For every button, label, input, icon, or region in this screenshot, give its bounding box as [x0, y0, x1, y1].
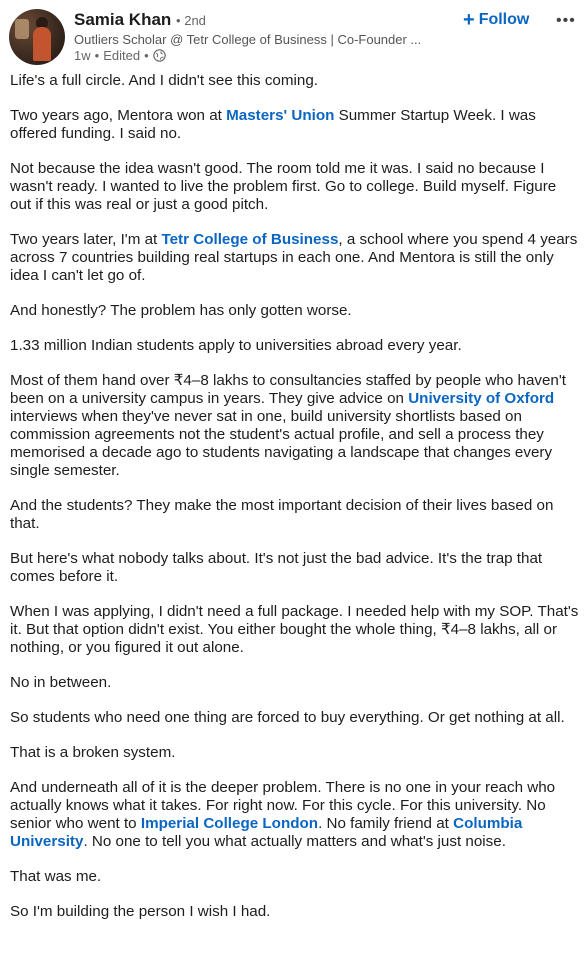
text-span: . No one to tell you what actually matters and what's just noise.	[83, 833, 506, 850]
post-header	[0, 0, 588, 70]
avatar-light-decor	[15, 19, 29, 39]
post-paragraph: But here's what nobody talks about. It's not just the bad advice. It's the trap that comes before it.	[10, 550, 543, 585]
follow-button[interactable]	[463, 10, 529, 30]
post-body	[10, 72, 580, 938]
more-options-button[interactable]: •••	[556, 12, 576, 29]
plus-icon: +	[463, 9, 475, 31]
text-span: Most of them hand over ₹4–8 lakhs to consultancies staffed by people who haven't been on a university campus in years. They give advice on	[10, 372, 566, 407]
author-name[interactable]: Samia Khan	[74, 10, 172, 29]
connection-degree: • 2nd	[176, 13, 206, 28]
text-span: Two years ago, Mentora won at	[10, 107, 227, 124]
avatar[interactable]	[9, 9, 65, 65]
avatar-figure-body	[33, 27, 51, 61]
meta-separator-2: •	[144, 48, 149, 63]
post-paragraph: 1.33 million Indian students apply to universities abroad every year.	[10, 337, 462, 354]
text-span: interviews when they've never sat in one, build university shortlists based on commission agreements not the student's actual profile, and sell a process they memorised a decade ago to students navigating a landscape that changes every single semester.	[10, 408, 553, 479]
post-paragraph	[10, 231, 580, 285]
meta-separator: •	[94, 48, 100, 63]
follow-label: Follow	[478, 11, 530, 28]
post-paragraph	[10, 779, 580, 851]
edited-label: Edited	[103, 48, 141, 63]
mention-link-masters-union[interactable]: Masters' Union	[226, 107, 335, 124]
mention-link-columbia[interactable]: Columbia University	[10, 815, 523, 850]
text-span: Summer Startup Week. I was offered funding. I said no.	[10, 107, 536, 142]
text-span: . No family friend at	[318, 815, 454, 832]
text-span: Two years later, I'm at	[10, 231, 162, 248]
mention-link-tetr-college[interactable]: Tetr College of Business	[161, 231, 339, 248]
post-paragraph: Life's a full circle. And I didn't see this coming.	[10, 72, 319, 89]
post-paragraph: When I was applying, I didn't need a full package. I needed help with my SOP. That's it. But that option didn't exist. You either bought the whole thing, ₹4–8 lakhs, all or nothing, or you figured it out alone.	[10, 603, 579, 656]
text-span: And underneath all of it is the deeper problem. There is no one in your reach who actually knows what it takes. For right now. For this cycle. For this university. No senior who went to	[10, 779, 556, 832]
post-paragraph: No in between.	[10, 674, 112, 691]
post-paragraph: Not because the idea wasn't good. The room told me it was. I said no because I wasn't ready. I wanted to live the problem first. Go to college. Build myself. Figure out if this was real or just a good pitch.	[10, 160, 557, 213]
post-paragraph: And honestly? The problem has only gotten worse.	[10, 302, 352, 319]
post-paragraph	[10, 372, 580, 480]
post-paragraph: That was me.	[10, 868, 102, 885]
author-name-line[interactable]	[74, 10, 206, 30]
post-paragraph: That is a broken system.	[10, 744, 176, 761]
mention-link-imperial[interactable]: Imperial College London	[140, 815, 319, 832]
text-span: , a school where you spend 4 years across 7 countries building real startups in each one. And Mentora is still the only idea I can't let go of.	[10, 231, 578, 284]
post-paragraph: So I'm building the person I wish I had.	[10, 903, 271, 920]
post-paragraph: And the students? They make the most important decision of their lives based on that.	[10, 497, 554, 532]
mention-link-oxford[interactable]: University of Oxford	[408, 390, 555, 407]
post-paragraph	[10, 107, 580, 143]
author-headline: Outliers Scholar @ Tetr College of Business | Co-Founder ...	[74, 32, 422, 47]
post-time: 1w	[74, 48, 91, 63]
post-meta	[74, 48, 166, 63]
post-paragraph: So students who need one thing are forced to buy everything. Or get nothing at all.	[10, 709, 565, 726]
globe-icon	[153, 49, 166, 62]
